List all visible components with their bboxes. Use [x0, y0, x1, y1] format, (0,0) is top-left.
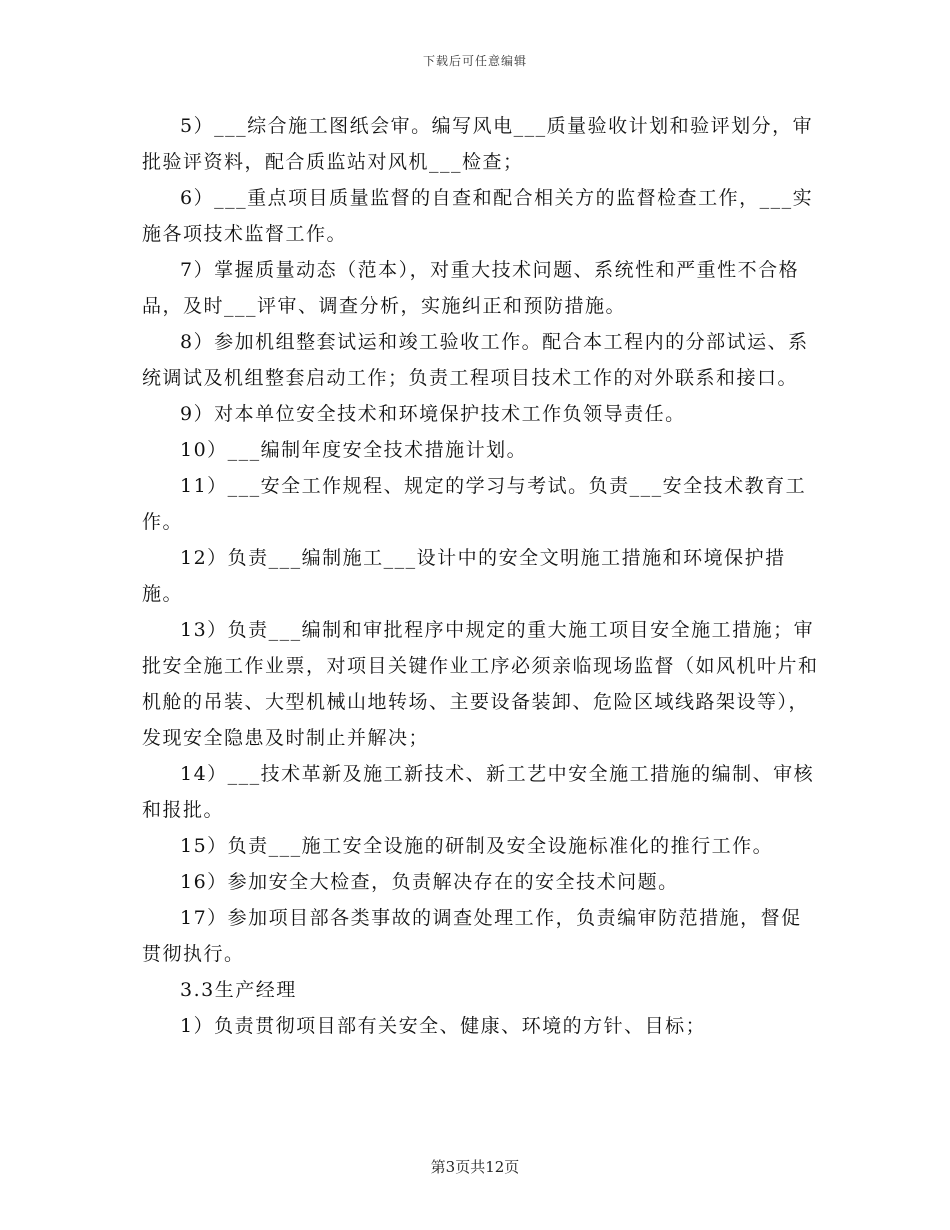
section-heading: 3.3生产经理 [180, 979, 297, 1001]
paragraph-item-11: 11）___安全工作规程、规定的学习与考试。负责___安全技术教育工作。 [142, 475, 807, 533]
paragraph-item-17: 17）参加项目部各类事故的调查处理工作，负责编审防范措施，督促贯彻执行。 [142, 907, 802, 965]
paragraph-item-9: 9）对本单位安全技术和环境保护技术工作负领导责任。 [180, 403, 686, 425]
paragraph-item-6: 6）___重点项目质量监督的自查和配合相关方的监督检查工作，___实施各项技术监督工作。 [142, 187, 814, 245]
document-body [142, 108, 822, 1044]
paragraph-item-8: 8）参加机组整套试运和竣工验收工作。配合本工程内的分部试运、系统调试及机组整套启动工作；负责工程项目技术工作的对外联系和接口。 [142, 331, 809, 389]
page-header: 下载后可任意编辑 [422, 54, 527, 68]
paragraph-item-13: 13）负责___编制和审批程序中规定的重大施工项目安全施工措施；审批安全施工作业票，对项目关键作业工序必须亲临现场监督（如风机叶片和机舱的吊装、大型机械山地转场、主要设备装卸、危险区域线路架设等），发现安全隐患及时制止并解决； [142, 619, 819, 749]
page-number: 第3页共12页 [430, 1158, 520, 1176]
paragraph-item-10: 10）___编制年度安全技术措施计划。 [180, 439, 528, 461]
paragraph-item-15: 15）负责___施工安全设施的研制及安全设施标准化的推行工作。 [180, 835, 774, 857]
paragraph-item-7: 7）掌握质量动态（范本），对重大技术问题、系统性和严重性不合格品，及时___评审、调查分析，实施纠正和预防措施。 [142, 259, 800, 317]
paragraph-item-14: 14）___技术革新及施工新技术、新工艺中安全施工措施的编制、审核和报批。 [142, 763, 815, 821]
paragraph-item-16: 16）参加安全大检查，负责解决存在的安全技术问题。 [180, 871, 679, 893]
paragraph-item-1: 1）负责贯彻项目部有关安全、健康、环境的方针、目标； [180, 1015, 707, 1037]
paragraph-item-5: 5）___综合施工图纸会审。编写风电___质量验收计划和验评划分，审批验评资料，配合质监站对风机___检查； [142, 115, 814, 173]
paragraph-item-12: 12）负责___编制施工___设计中的安全文明施工措施和环境保护措施。 [142, 547, 786, 605]
